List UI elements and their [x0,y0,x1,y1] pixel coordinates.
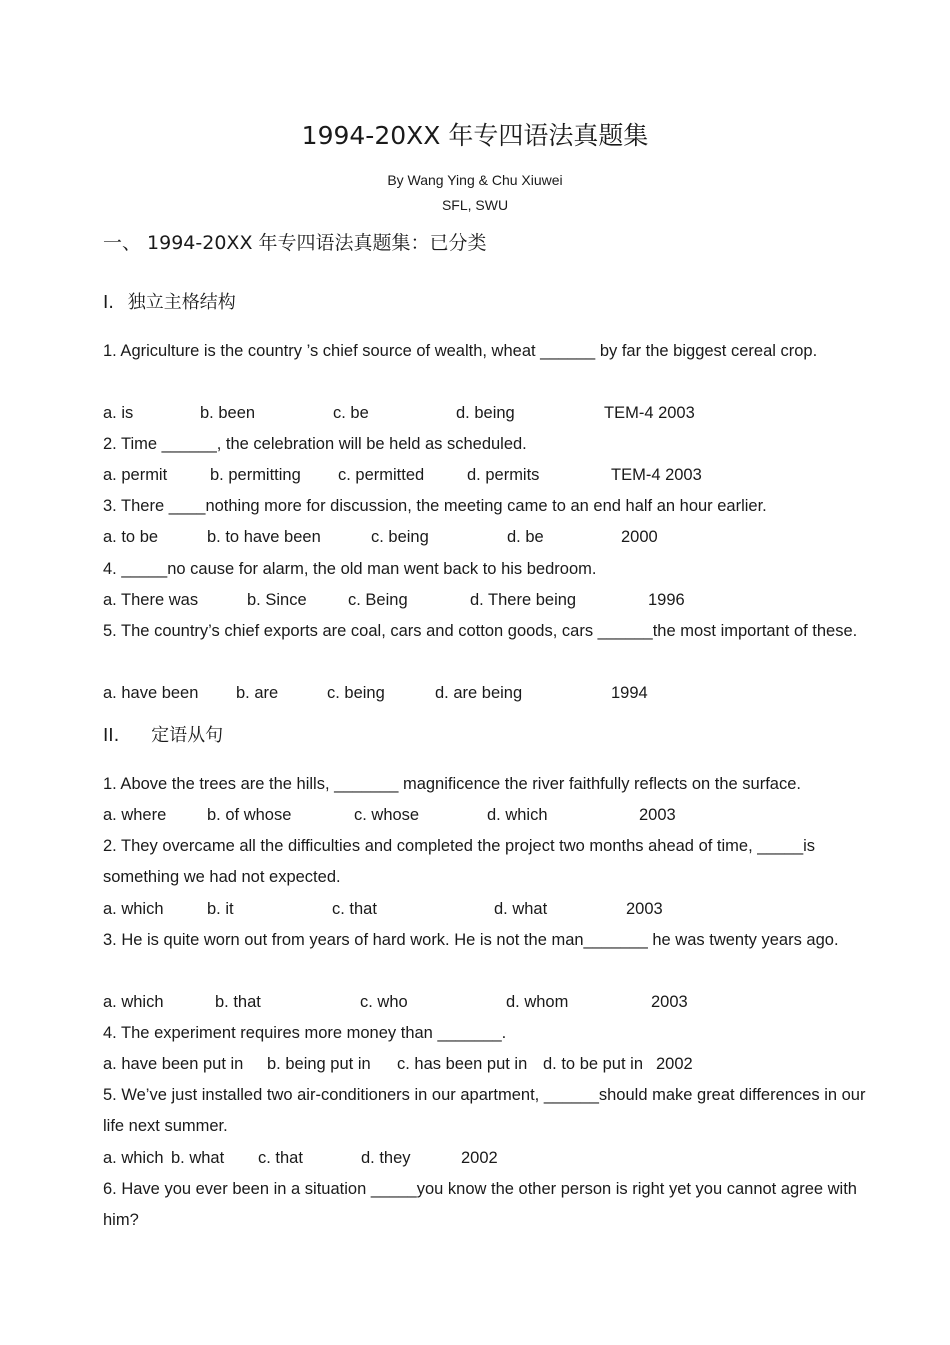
section-name: 定语从句 [151,725,224,746]
option-b: b. to have been [207,528,321,546]
option-b: b. are [236,684,279,702]
question-stem: 2. They overcame all the difficulties and completed the project two months ahead of time, _____is something we had not expected. [103,837,816,886]
option-c: c. who [360,993,408,1011]
option-d: d. being [456,404,515,422]
option-a: a. have been [103,684,199,702]
question-stem: 3. He is quite worn out from years of hard work. He is not the man_______ he was twenty years ago. [103,931,839,949]
option-d: d. to be put in [543,1055,643,1073]
section-heading [103,288,236,314]
question-stem: 3. There ____nothing more for discussion, the meeting came to an end half an hour earlier. [103,497,767,515]
section-number: II. [103,725,120,746]
option-d: d. are being [435,684,523,702]
question-source: 2002 [461,1149,498,1167]
option-c: c. that [258,1149,303,1167]
option-d: d. what [494,900,548,918]
document-authors: By Wang Ying & Chu Xiuwei [387,172,563,188]
option-b: b. being put in [267,1055,371,1073]
option-a: a. permit [103,466,168,484]
question-stem: 1. Agriculture is the country ’s chief source of wealth, wheat ______ by far the biggest cereal crop. [103,342,818,360]
option-d: d. permits [467,466,540,484]
option-b: b. Since [247,591,307,609]
section-number: I. [103,292,115,313]
document-affiliation: SFL, SWU [441,197,509,213]
question-stem: 4. _____no cause for alarm, the old man went back to his bedroom. [103,560,597,578]
option-c: c. that [332,900,377,918]
option-d: d. they [361,1149,411,1167]
option-c: c. permitted [338,466,425,484]
option-c: c. be [333,404,369,422]
question-source: 2003 [639,806,676,824]
question-source: 1996 [648,591,685,609]
option-a: a. where [103,806,167,824]
section-name: 独立主格结构 [127,292,236,313]
option-b: b. what [171,1149,225,1167]
option-b: b. it [207,900,234,918]
option-b: b. of whose [207,806,292,824]
option-d: d. whom [506,993,569,1011]
option-b: b. been [200,404,256,422]
option-b: b. that [215,993,261,1011]
main-heading: 一、 1994-20XX 年专四语法真题集：已分类 [103,232,487,254]
option-d: d. which [487,806,548,824]
question-source: 2003 [626,900,663,918]
option-b: b. permitting [210,466,301,484]
option-c: c. whose [354,806,420,824]
section-heading [103,721,223,747]
option-c: c. has been put in [397,1055,528,1073]
question-stem: 1. Above the trees are the hills, _______ magnificence the river faithfully reflects on the surface. [103,775,801,793]
question-source: TEM-4 2003 [611,466,702,484]
option-c: c. being [327,684,385,702]
option-d: d. There being [470,591,577,609]
option-c: c. Being [348,591,408,609]
document-title: 1994-20XX 年专四语法真题集 [301,121,649,150]
option-a: a. which [103,1149,164,1167]
question-stem: 4. The experiment requires more money than _______. [103,1024,507,1042]
option-c: c. being [371,528,429,546]
question-stem: 6. Have you ever been in a situation _____you know the other person is right yet you cannot agree with him? [103,1180,857,1229]
option-a: a. is [103,404,134,422]
question-source: 1994 [611,684,648,702]
question-stem: 5. We’ve just installed two air-conditioners in our apartment, ______should make great differences in our life next summer. [103,1086,866,1135]
question-stem: 5. The country’s chief exports are coal, cars and cotton goods, cars ______the most important of these. [103,622,858,640]
question-stem: 2. Time ______, the celebration will be held as scheduled. [103,435,527,453]
question-source: 2002 [656,1055,693,1073]
option-d: d. be [507,528,544,546]
option-a: a. which [103,900,164,918]
question-source: 2003 [651,993,688,1011]
option-a: a. have been put in [103,1055,244,1073]
question-source: 2000 [621,528,658,546]
question-source: TEM-4 2003 [604,404,695,422]
option-a: a. There was [103,591,199,609]
option-a: a. which [103,993,164,1011]
option-a: a. to be [103,528,159,546]
